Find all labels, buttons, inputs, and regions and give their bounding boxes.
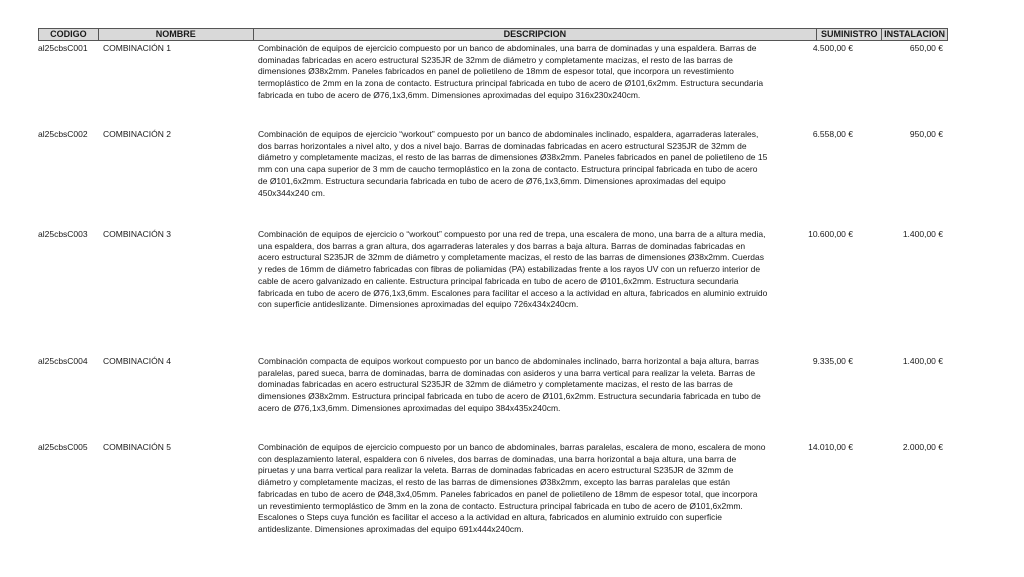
row-suministro: 4.500,00 € bbox=[812, 43, 853, 53]
row-description: Combinación de equipos de ejercicio o “workout” compuesto por una red de trepa, una escalera de mono, una barra de a altura media, una espaldera, dos barras a gran altura, dos agarraderas laterales y dos barras a baja altura. Barras de dominadas fabricadas en acero estructural S235JR de 32mm de diámetro y completamente macizas, el resto de las barras de dimensiones Ø38x2mm. Cuerdas y redes de 16mm de diámetro fabricadas con fibras de poliamidas (PA) estabilizadas frente a los rayos UV con un refuerzo interior de cable de acero galvanizado en caliente. Estructura principal fabricada en tubo de acero de Ø101,6x2mm. Estructura secundaria fabricada en tubo de acero de Ø76,1x3,6mm. Escalones para facilitar el acceso a la actividad en altura, fabricados en aluminio extruido con superficie antideslizante. Dimensiones aproximadas del equipo 726x434x240cm. bbox=[258, 229, 768, 310]
row-name: COMBINACIÓN 1 bbox=[103, 43, 172, 53]
row-suministro: 14.010,00 € bbox=[808, 442, 853, 452]
row-code: al25cbsC005 bbox=[38, 442, 88, 452]
row-description: Combinación de equipos de ejercicio compuesto por un banco de abdominales, una barra de dominadas y una espaldera. Barras de dominadas fabricadas en acero estructural S235JR de 32mm de diámetro y completamente macizas, el resto de las barras de dimensiones Ø38x2mm. Paneles fabricados en panel de polietileno de 18mm de espesor total, que incorpora un revestimiento termoplástico de 2mm en la zona de contacto. Estructura principal fabricada en tubo de acero de Ø101,6x2mm. Estructura secundaria fabricada en tubo de acero de Ø76,1x3,6mm. Dimensiones aproximadas del equipo 316x230x240cm. bbox=[258, 43, 764, 100]
row-description: Combinación de equipos de ejercicio “workout” compuesto por un banco de abdominales inclinado, espaldera, agarraderas laterales, dos barras horizontales a nivel alto, y dos a nivel bajo. Barras de dominadas fabricadas en acero estructural S235JR de 32mm de diámetro y completamente macizas, el resto de las barras de dimensiones Ø38x2mm. Paneles fabricados en panel de polietileno de 15 mm con una capa superior de 3 mm de caucho termoplástico en la zona de contacto. Estructura principal fabricada en tubo de acero de Ø101,6x2mm. Estructura secundaria fabricada en tubo de acero de Ø76,1x3,6mm. Dimensiones aproximadas del equipo 450x344x240 cm. bbox=[258, 129, 768, 198]
row-suministro: 6.558,00 € bbox=[812, 129, 853, 139]
table-header bbox=[38, 28, 948, 41]
price-table bbox=[38, 28, 948, 534]
row-instalacion: 650,00 € bbox=[909, 43, 943, 53]
row-name: COMBINACIÓN 2 bbox=[103, 129, 172, 139]
row-name: COMBINACIÓN 4 bbox=[103, 356, 172, 366]
row-name: COMBINACIÓN 5 bbox=[103, 442, 172, 452]
header-suministro: SUMINISTRO bbox=[817, 29, 882, 40]
row-name: COMBINACIÓN 3 bbox=[103, 229, 172, 239]
row-instalacion: 1.400,00 € bbox=[902, 229, 943, 239]
row-suministro: 9.335,00 € bbox=[812, 356, 853, 366]
row-instalacion: 950,00 € bbox=[909, 129, 943, 139]
row-code: al25cbsC002 bbox=[38, 129, 88, 139]
header-nombre: NOMBRE bbox=[99, 29, 254, 40]
header-codigo: CODIGO bbox=[39, 29, 99, 40]
row-instalacion: 1.400,00 € bbox=[902, 356, 943, 366]
row-code: al25cbsC004 bbox=[38, 356, 88, 366]
header-descripcion: DESCRIPCION bbox=[254, 29, 818, 40]
row-code: al25cbsC003 bbox=[38, 229, 88, 239]
header-instalacion: INSTALACION bbox=[884, 29, 945, 39]
row-code: al25cbsC001 bbox=[38, 43, 88, 53]
row-description: Combinación de equipos de ejercicio compuesto por un banco de abdominales, barras paralelas, escalera de mono, escalera de mono con desplazamiento lateral, espaldera con 6 niveles, dos barras de dominadas, una barra horizontal a baja altura, una barra de piruetas y una barra vertical para realizar la veleta. Barras de dominadas fabricadas en acero estructural S235JR de 32mm de diámetro y completamente macizas, el resto de las barras de dimensiones Ø38x2mm, excepto las barras paralelas que están fabricadas en tubo de acero de Ø48,3x4,05mm. Paneles fabricados en panel de polietileno de 18mm de espesor total, que incorpora un revestimiento termoplástico de 3mm en la zona de contacto. Estructura principal fabricada en tubo de acero de Ø101,6x2mm. Escalones o Steps cuya función es facilitar el acceso a la actividad en altura, fabricados en aluminio extruido con superficie antideslizante. Dimensiones aproximadas del equipo 691x444x240cm. bbox=[258, 442, 766, 534]
row-description: Combinación compacta de equipos workout compuesto por un banco de abdominales inclinado, barra horizontal a baja altura, barras paralelas, pared sueca, barra de dominadas, barra de dominadas con asideros y una barra vertical para realizar la veleta. Barras de dominadas fabricadas en acero estructural S235JR de 32mm de diámetro y completamente macizas, el resto de las barras de dimensiones Ø38x2mm. Estructura principal fabricada en tubo de acero de Ø101,6x2mm. Estructura secundaria fabricada en tubo de acero de Ø76,1x3,6mm. Dimensiones aproximadas del equipo 384x435x240cm. bbox=[258, 356, 761, 413]
row-instalacion: 2.000,00 € bbox=[902, 442, 943, 452]
row-suministro: 10.600,00 € bbox=[808, 229, 853, 239]
